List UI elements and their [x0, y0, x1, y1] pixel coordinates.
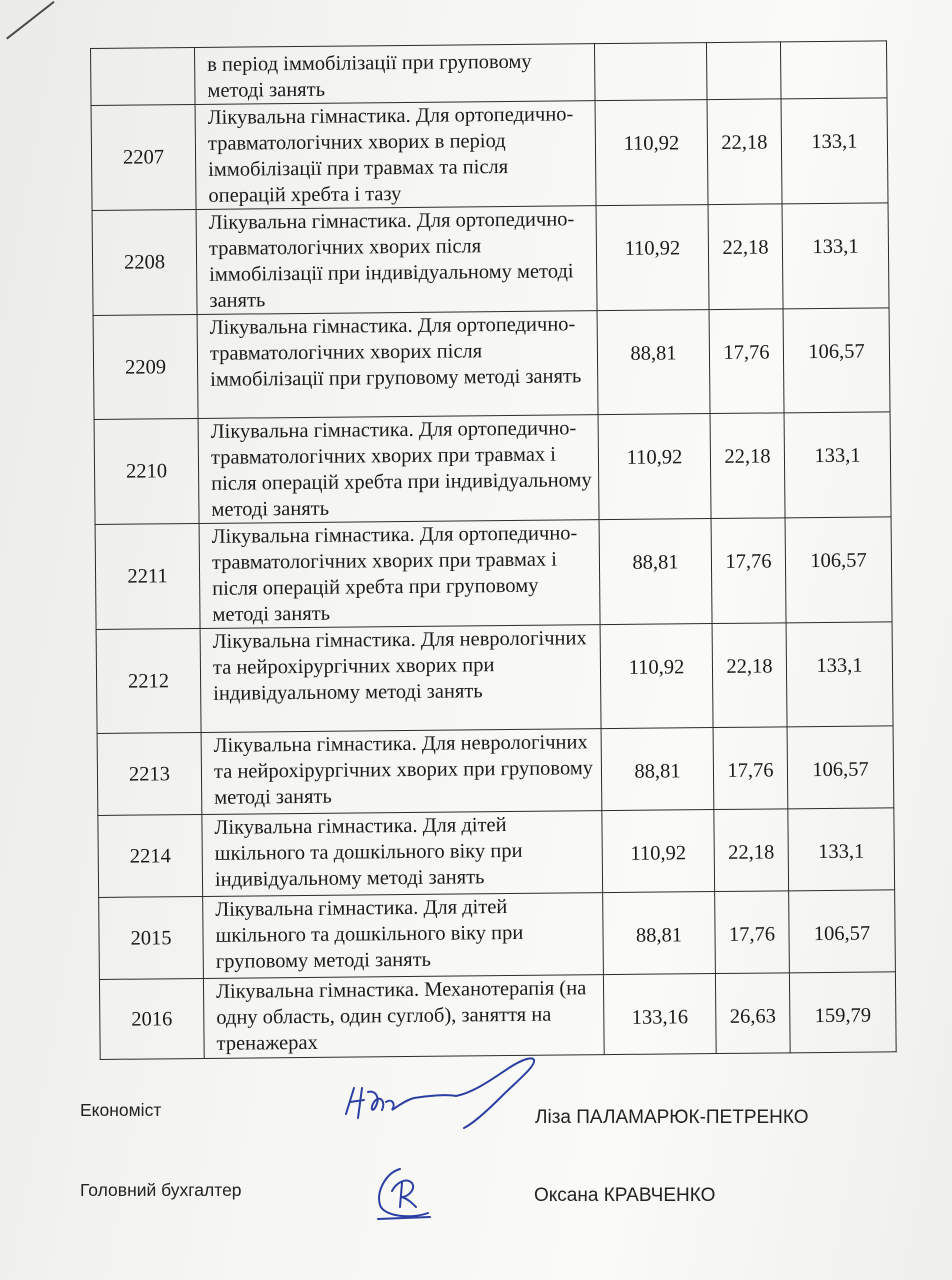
table-row [92, 203, 889, 316]
table-row [96, 622, 893, 734]
table-row [94, 412, 891, 525]
service-code-cell: 2208 [92, 209, 197, 315]
service-code-cell: 2207 [91, 104, 196, 210]
tariff-table-body [91, 41, 897, 1060]
chief-accountant-signature [372, 1163, 442, 1225]
table-row [99, 972, 896, 1060]
table-row [97, 726, 894, 816]
page-edge-line [6, 1, 55, 40]
service-name-cell: Лікувальна гімнастика. Для ортопедично-травматологічних хворих при травмах і після операцій хребта при індивідуальному методі занять [198, 415, 599, 524]
service-name-cell: в період іммобілізації при груповому методі занять [194, 44, 595, 105]
chief-accountant-label: Головний бухгалтер [80, 1180, 242, 1200]
total-price-cell [780, 41, 887, 99]
service-name-cell: Лікувальна гімнастика. Для неврологічних та нейрохірургічних хворих при індивідуальному методі занять [200, 625, 601, 733]
table-row [91, 41, 888, 106]
vat-cell: 22,18 [708, 204, 783, 310]
service-code-cell: 2211 [95, 523, 200, 629]
total-price-cell: 159,79 [789, 972, 896, 1053]
service-name-cell: Лікувальна гімнастика. Для ортопедично-травматологічних хворих в період іммобілізації при травмах та після операцій хребта і тазу [195, 101, 596, 210]
price-cell: 110,92 [595, 100, 708, 206]
vat-cell [706, 42, 781, 100]
table-row [99, 890, 896, 980]
vat-cell: 22,18 [707, 99, 782, 205]
service-code-cell: 2016 [99, 978, 204, 1059]
service-code-cell [91, 47, 196, 105]
price-cell: 110,92 [596, 205, 709, 311]
service-code-cell: 2209 [93, 314, 198, 419]
price-cell: 110,92 [598, 414, 711, 520]
total-price-cell: 133,1 [788, 808, 895, 891]
vat-cell: 22,18 [712, 623, 787, 728]
price-cell: 88,81 [597, 310, 710, 415]
vat-cell: 22,18 [710, 413, 785, 519]
vat-cell: 17,76 [711, 518, 786, 624]
total-price-cell: 133,1 [784, 412, 891, 518]
service-name-cell: Лікувальна гімнастика. Механотерапія (на одну область, один суглоб), заняття на тренажерах [203, 975, 604, 1059]
economist-name: Ліза ПАЛАМАРЮК-ПЕТРЕНКО [535, 1107, 809, 1128]
service-name-cell: Лікувальна гімнастика. Для дітей шкільного та дошкільного віку при індивідуальному методі занять [202, 811, 603, 897]
service-code-cell: 2214 [98, 814, 203, 897]
service-code-cell: 2213 [97, 732, 202, 815]
service-name-cell: Лікувальна гімнастика. Для ортопедично-травматологічних хворих при травмах і після операцій хребта при груповому методі занять [199, 520, 600, 629]
price-cell: 133,16 [603, 974, 716, 1055]
price-cell: 88,81 [601, 728, 714, 811]
vat-cell: 17,76 [709, 309, 784, 414]
total-price-cell: 133,1 [786, 622, 893, 727]
price-cell [594, 43, 707, 101]
economist-signature [336, 1052, 546, 1142]
vat-cell: 22,18 [714, 809, 789, 892]
economist-label: Економіст [80, 1100, 162, 1120]
total-price-cell: 106,57 [789, 890, 896, 973]
service-name-cell: Лікувальна гімнастика. Для ортопедично-травматологічних хворих після іммобілізації при індивідуальному методі занять [196, 206, 597, 315]
total-price-cell: 106,57 [785, 517, 892, 623]
service-name-cell: Лікувальна гімнастика. Для неврологічних та нейрохірургічних хворих при груповому методі занять [201, 729, 602, 815]
service-name-cell: Лікувальна гімнастика. Для дітей шкільного та дошкільного віку при груповому методі занять [203, 893, 604, 979]
service-code-cell: 2015 [99, 896, 204, 979]
vat-cell: 26,63 [715, 973, 790, 1054]
service-code-cell: 2212 [96, 628, 201, 733]
price-cell: 110,92 [602, 810, 715, 893]
service-code-cell: 2210 [94, 418, 199, 524]
price-cell: 88,81 [599, 519, 712, 625]
total-price-cell: 133,1 [782, 203, 889, 309]
total-price-cell: 106,57 [787, 726, 894, 809]
price-cell: 88,81 [603, 892, 716, 975]
total-price-cell: 133,1 [781, 98, 888, 204]
table-row [91, 98, 888, 211]
tariff-table-container [90, 40, 896, 1060]
table-row [98, 808, 895, 898]
chief-accountant-name: Оксана КРАВЧЕНКО [534, 1185, 716, 1206]
table-row [93, 308, 890, 420]
tariff-table [90, 40, 897, 1060]
vat-cell: 17,76 [715, 891, 790, 974]
vat-cell: 17,76 [713, 727, 788, 810]
price-cell: 110,92 [600, 624, 713, 729]
service-name-cell: Лікувальна гімнастика. Для ортопедично-травматологічних хворих після іммобілізації при груповому методі занять [197, 311, 598, 419]
total-price-cell: 106,57 [783, 308, 890, 413]
table-row [95, 517, 892, 630]
